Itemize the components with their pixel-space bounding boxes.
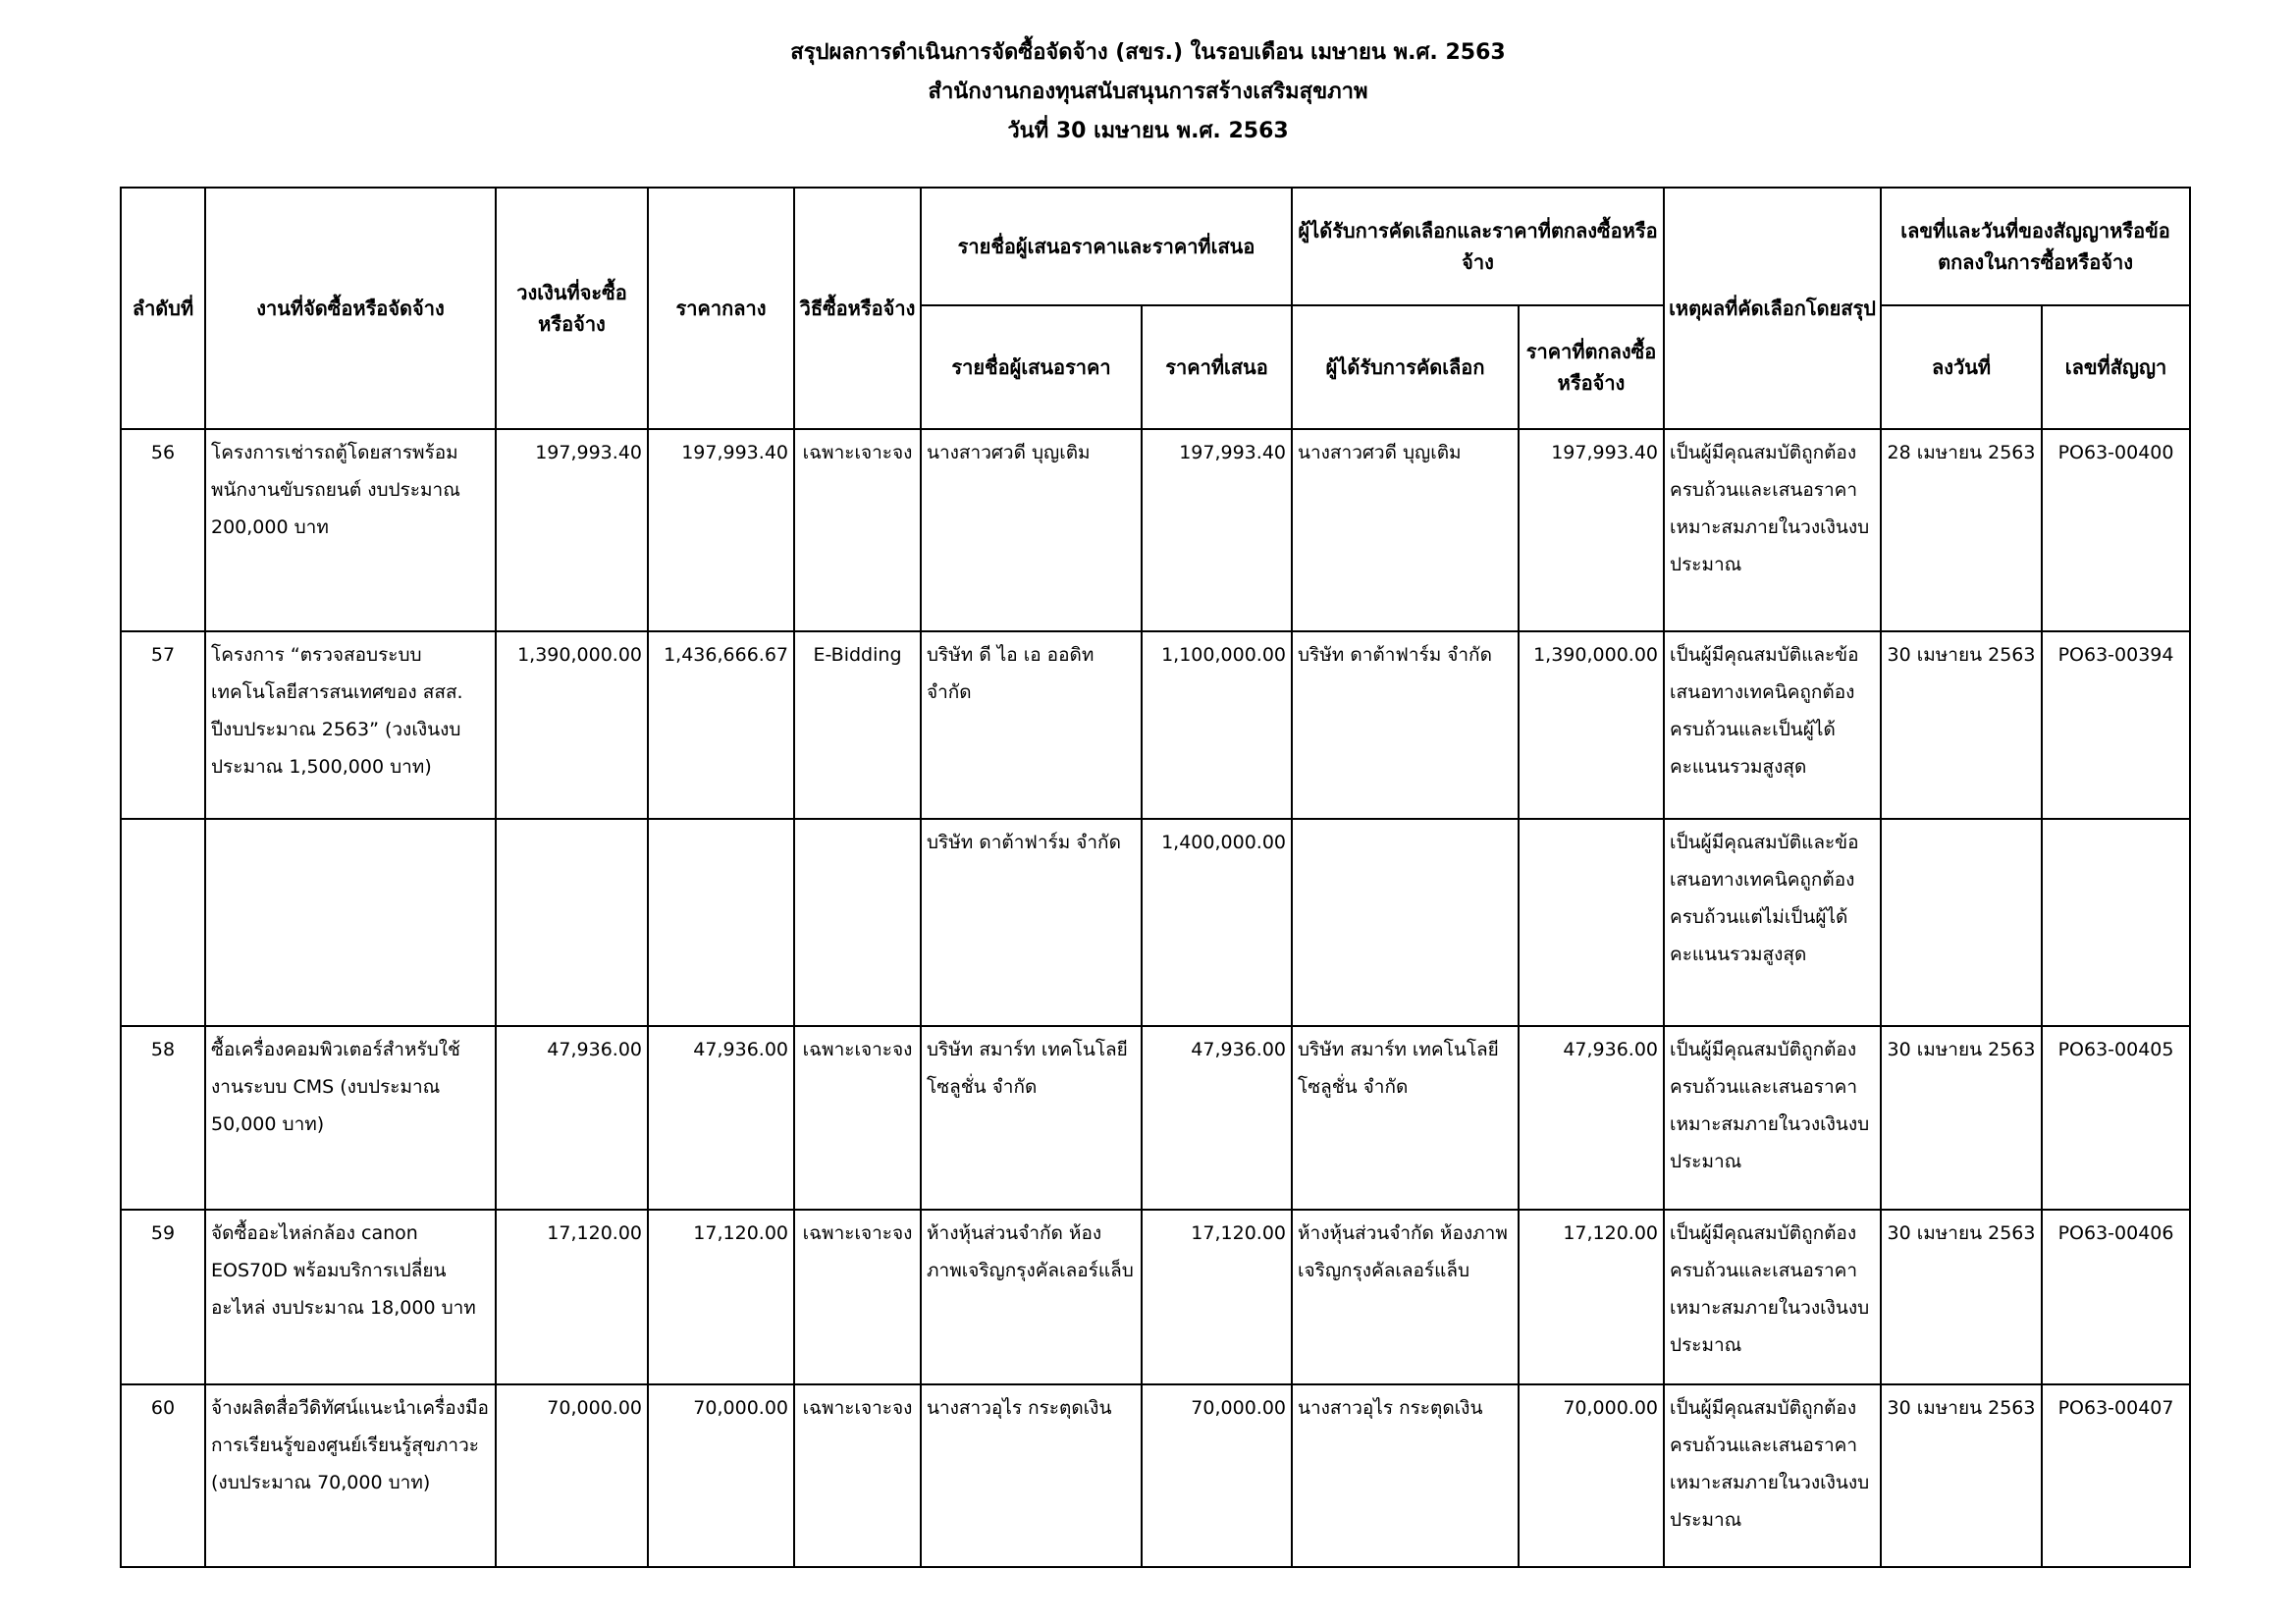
col-header-contract-group: เลขที่และวันที่ของสัญญาหรือข้อตกลงในการซื้อหรือจ้าง (1881, 188, 2190, 305)
cell-reason: เป็นผู้มีคุณสมบัติถูกต้องครบถ้วนและเสนอราคาเหมาะสมภายในวงเงินงบประมาณ (1664, 1210, 1881, 1384)
cell-contract-no: PO63-00394 (2042, 631, 2190, 819)
cell-budget: 1,390,000.00 (496, 631, 648, 819)
table-row (121, 1210, 2190, 1384)
cell-method: เฉพาะเจาะจง (794, 429, 921, 631)
cell-median-price (648, 819, 794, 1026)
table-row (121, 1026, 2190, 1210)
cell-budget: 47,936.00 (496, 1026, 648, 1210)
cell-budget: 70,000.00 (496, 1384, 648, 1567)
cell-agreed-price: 47,936.00 (1519, 1026, 1664, 1210)
cell-agreed-price: 197,993.40 (1519, 429, 1664, 631)
cell-item (205, 819, 496, 1026)
col-header-bidders-group: รายชื่อผู้เสนอราคาและราคาที่เสนอ (921, 188, 1292, 305)
cell-contract-no: PO63-00400 (2042, 429, 2190, 631)
cell-contract-date: 30 เมษายน 2563 (1881, 1026, 2042, 1210)
cell-bid-price: 70,000.00 (1142, 1384, 1292, 1567)
cell-reason: เป็นผู้มีคุณสมบัติถูกต้องครบถ้วนและเสนอราคาเหมาะสมภายในวงเงินงบประมาณ (1664, 429, 1881, 631)
cell-budget: 17,120.00 (496, 1210, 648, 1384)
col-header-winner-group: ผู้ได้รับการคัดเลือกและราคาที่ตกลงซื้อหรือจ้าง (1292, 188, 1664, 305)
cell-agreed-price: 1,390,000.00 (1519, 631, 1664, 819)
cell-bidder-name: บริษัท ดี ไอ เอ ออดิท จำกัด (921, 631, 1142, 819)
col-header-no: ลำดับที่ (121, 188, 205, 429)
cell-bidder-name: นางสาวศวดี บุญเติม (921, 429, 1142, 631)
cell-winner-name: นางสาวศวดี บุญเติม (1292, 429, 1519, 631)
cell-median-price: 1,436,666.67 (648, 631, 794, 819)
cell-winner-name (1292, 819, 1519, 1026)
cell-contract-date: 30 เมษายน 2563 (1881, 1384, 2042, 1567)
cell-budget: 197,993.40 (496, 429, 648, 631)
cell-reason: เป็นผู้มีคุณสมบัติและข้อเสนอทางเทคนิคถูกต้องครบถ้วนแต่ไม่เป็นผู้ได้คะแนนรวมสูงสุด (1664, 819, 1881, 1026)
cell-winner-name: บริษัท สมาร์ท เทคโนโลยี โซลูชั่น จำกัด (1292, 1026, 1519, 1210)
cell-contract-no: PO63-00407 (2042, 1384, 2190, 1567)
cell-contract-date: 28 เมษายน 2563 (1881, 429, 2042, 631)
cell-bid-price: 1,400,000.00 (1142, 819, 1292, 1026)
cell-method: เฉพาะเจาะจง (794, 1384, 921, 1567)
cell-bidder-name: นางสาวอุไร กระตุดเงิน (921, 1384, 1142, 1567)
table-row (121, 429, 2190, 631)
cell-method: เฉพาะเจาะจง (794, 1210, 921, 1384)
cell-bid-price: 197,993.40 (1142, 429, 1292, 631)
cell-winner-name: นางสาวอุไร กระตุดเงิน (1292, 1384, 1519, 1567)
document-header (0, 40, 2296, 161)
col-header-reason: เหตุผลที่คัดเลือกโดยสรุป (1664, 188, 1881, 429)
cell-median-price: 70,000.00 (648, 1384, 794, 1567)
cell-bid-price: 17,120.00 (1142, 1210, 1292, 1384)
cell-contract-no: PO63-00405 (2042, 1026, 2190, 1210)
cell-no (121, 819, 205, 1026)
cell-no: 57 (121, 631, 205, 819)
report-date: วันที่ 30 เมษายน พ.ศ. 2563 (1007, 119, 1289, 143)
col-header-median-price: ราคากลาง (648, 188, 794, 429)
col-header-item: งานที่จัดซื้อหรือจัดจ้าง (205, 188, 496, 429)
cell-item: จัดซื้ออะไหล่กล้อง canon EOS70D พร้อมบริการเปลี่ยนอะไหล่ งบประมาณ 18,000 บาท (205, 1210, 496, 1384)
table-row (121, 1384, 2190, 1567)
cell-no: 59 (121, 1210, 205, 1384)
col-header-winner-name: ผู้ได้รับการคัดเลือก (1292, 305, 1519, 429)
col-header-bid-price: ราคาที่เสนอ (1142, 305, 1292, 429)
col-header-contract-date: ลงวันที่ (1881, 305, 2042, 429)
cell-method: E-Bidding (794, 631, 921, 819)
cell-item: ซื้อเครื่องคอมพิวเตอร์สำหรับใช้งานระบบ CMS (งบประมาณ 50,000 บาท) (205, 1026, 496, 1210)
cell-item: จ้างผลิตสื่อวีดิทัศน์แนะนำเครื่องมือการเรียนรู้ของศูนย์เรียนรู้สุขภาวะ (งบประมาณ 70,000 บาท) (205, 1384, 496, 1567)
cell-contract-date: 30 เมษายน 2563 (1881, 631, 2042, 819)
cell-median-price: 17,120.00 (648, 1210, 794, 1384)
cell-method: เฉพาะเจาะจง (794, 1026, 921, 1210)
cell-reason: เป็นผู้มีคุณสมบัติถูกต้องครบถ้วนและเสนอราคาเหมาะสมภายในวงเงินงบประมาณ (1664, 1384, 1881, 1567)
cell-no: 58 (121, 1026, 205, 1210)
cell-contract-date: 30 เมษายน 2563 (1881, 1210, 2042, 1384)
table-row (121, 631, 2190, 819)
cell-median-price: 47,936.00 (648, 1026, 794, 1210)
cell-median-price: 197,993.40 (648, 429, 794, 631)
col-header-contract-no: เลขที่สัญญา (2042, 305, 2190, 429)
cell-reason: เป็นผู้มีคุณสมบัติและข้อเสนอทางเทคนิคถูกต้องครบถ้วนและเป็นผู้ได้คะแนนรวมสูงสุด (1664, 631, 1881, 819)
procurement-table (120, 187, 2191, 1568)
cell-winner-name: บริษัท ดาต้าฟาร์ม จำกัด (1292, 631, 1519, 819)
cell-bid-price: 1,100,000.00 (1142, 631, 1292, 819)
cell-contract-no: PO63-00406 (2042, 1210, 2190, 1384)
cell-bidder-name: ห้างหุ้นส่วนจำกัด ห้องภาพเจริญกรุงคัลเลอร์แล็บ (921, 1210, 1142, 1384)
cell-agreed-price: 17,120.00 (1519, 1210, 1664, 1384)
cell-no: 60 (121, 1384, 205, 1567)
cell-contract-no (2042, 819, 2190, 1026)
cell-agreed-price: 70,000.00 (1519, 1384, 1664, 1567)
cell-method (794, 819, 921, 1026)
report-title: สรุปผลการดำเนินการจัดซื้อจัดจ้าง (สขร.) ในรอบเดือน เมษายน พ.ศ. 2563 (790, 40, 1506, 65)
col-header-bidder-name: รายชื่อผู้เสนอราคา (921, 305, 1142, 429)
col-header-budget: วงเงินที่จะซื้อหรือจ้าง (496, 188, 648, 429)
table-row (121, 819, 2190, 1026)
cell-item: โครงการเช่ารถตู้โดยสารพร้อมพนักงานขับรถยนต์ งบประมาณ 200,000 บาท (205, 429, 496, 631)
col-header-method: วิธีซื้อหรือจ้าง (794, 188, 921, 429)
col-header-agreed-price: ราคาที่ตกลงซื้อหรือจ้าง (1519, 305, 1664, 429)
cell-contract-date (1881, 819, 2042, 1026)
cell-bid-price: 47,936.00 (1142, 1026, 1292, 1210)
cell-no: 56 (121, 429, 205, 631)
organization-name: สำนักงานกองทุนสนับสนุนการสร้างเสริมสุขภาพ (928, 80, 1368, 104)
cell-winner-name: ห้างหุ้นส่วนจำกัด ห้องภาพเจริญกรุงคัลเลอร์แล็บ (1292, 1210, 1519, 1384)
cell-item: โครงการ “ตรวจสอบระบบเทคโนโลยีสารสนเทศของ สสส. ปีงบประมาณ 2563” (วงเงินงบประมาณ 1,500,000 บาท) (205, 631, 496, 819)
cell-bidder-name: บริษัท ดาต้าฟาร์ม จำกัด (921, 819, 1142, 1026)
cell-reason: เป็นผู้มีคุณสมบัติถูกต้องครบถ้วนและเสนอราคาเหมาะสมภายในวงเงินงบประมาณ (1664, 1026, 1881, 1210)
cell-budget (496, 819, 648, 1026)
cell-agreed-price (1519, 819, 1664, 1026)
cell-bidder-name: บริษัท สมาร์ท เทคโนโลยี โซลูชั่น จำกัด (921, 1026, 1142, 1210)
